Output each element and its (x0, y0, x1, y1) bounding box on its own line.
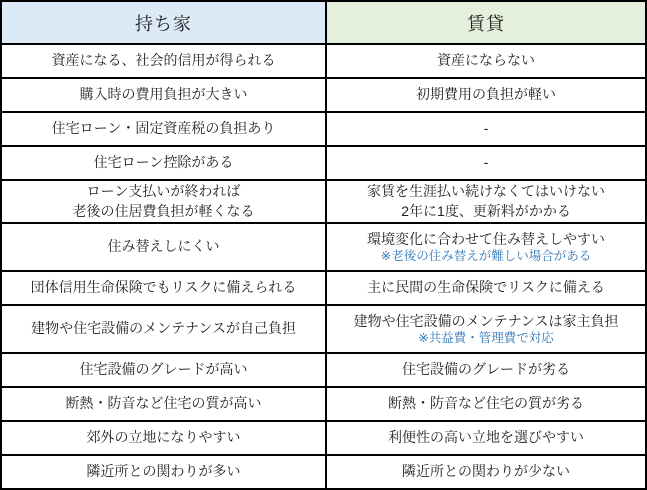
table-row (1, 455, 646, 489)
rental-cell (326, 180, 646, 223)
cell-text: 利便性の高い立地を選びやすい (388, 429, 585, 446)
owned-cell (1, 271, 326, 305)
table-row (1, 421, 646, 455)
cell-text: - (483, 120, 489, 137)
cell-text: 断熱・防音など住宅の質が劣る (388, 395, 585, 412)
rental-cell (326, 421, 646, 455)
rental-cell (326, 271, 646, 305)
cell-text: 環境変化に合わせて住み替えしやすい (367, 230, 606, 247)
cell-text: 住み替えしにくい (107, 238, 220, 255)
cell-text: 隣近所との関わりが多い (86, 463, 241, 480)
cell-text: 初期費用の負担が軽い (416, 86, 557, 103)
header-row (1, 1, 646, 44)
owned-cell (1, 455, 326, 489)
table-row (1, 78, 646, 112)
rental-cell (326, 387, 646, 421)
cell-text: 2年に1度、更新料がかかる (401, 202, 571, 219)
table-row (1, 353, 646, 387)
cell-text: 資産にならない (437, 52, 536, 69)
rental-cell (326, 112, 646, 146)
cell-text: - (483, 154, 489, 171)
rental-cell (326, 223, 646, 271)
cell-text: 住宅設備のグレードが劣る (402, 361, 571, 378)
column-header-rental: 賃貸 (326, 1, 646, 44)
owned-cell (1, 78, 326, 112)
column-header-owned-home: 持ち家 (1, 1, 326, 44)
cell-text: 住宅設備のグレードが高い (79, 361, 248, 378)
cell-text: 隣近所との関わりが少ない (402, 463, 571, 480)
rental-cell (326, 455, 646, 489)
cell-text: 建物や住宅設備のメンテナンスが自己負担 (31, 320, 296, 337)
owned-cell (1, 44, 326, 78)
owned-cell (1, 180, 326, 223)
table-row (1, 305, 646, 353)
rental-cell (326, 78, 646, 112)
cell-text: 断熱・防音など住宅の質が高い (65, 395, 262, 412)
table-row (1, 146, 646, 180)
owned-cell (1, 146, 326, 180)
rental-cell (326, 146, 646, 180)
cell-text: 住宅ローン控除がある (93, 154, 234, 171)
owned-cell (1, 223, 326, 271)
table-row (1, 223, 646, 271)
cell-text: 主に民間の生命保険でリスクに備える (367, 279, 605, 296)
table-row (1, 387, 646, 421)
cell-note: ※老後の住み替えが難しい場合がある (380, 248, 592, 263)
cell-text: 購入時の費用負担が大きい (79, 86, 248, 103)
cell-note: ※共益費・管理費で対応 (418, 330, 554, 345)
rental-cell (326, 44, 646, 78)
owned-cell (1, 305, 326, 353)
cell-text: 家賃を生涯払い続けなくてはいけない (367, 183, 606, 200)
table-row (1, 180, 646, 223)
table-header (1, 1, 646, 44)
cell-text: 建物や住宅設備のメンテナンスは家主負担 (353, 312, 619, 329)
rental-cell (326, 305, 646, 353)
cell-text: 団体信用生命保険でもリスクに備えられる (30, 279, 297, 296)
table-row (1, 44, 646, 78)
cell-text: 老後の住居費負担が軽くなる (72, 202, 255, 219)
rental-cell (326, 353, 646, 387)
table-row (1, 271, 646, 305)
owned-cell (1, 421, 326, 455)
cell-text: 資産になる、社会的信用が得られる (51, 52, 276, 69)
cell-text: 住宅ローン・固定資産税の負担あり (51, 120, 276, 137)
owned-cell (1, 387, 326, 421)
owned-cell (1, 112, 326, 146)
owned-cell (1, 353, 326, 387)
table-body (1, 44, 646, 489)
cell-text: ローン支払いが終われば (86, 183, 241, 200)
table-row (1, 112, 646, 146)
cell-text: 郊外の立地になりやすい (86, 429, 241, 446)
